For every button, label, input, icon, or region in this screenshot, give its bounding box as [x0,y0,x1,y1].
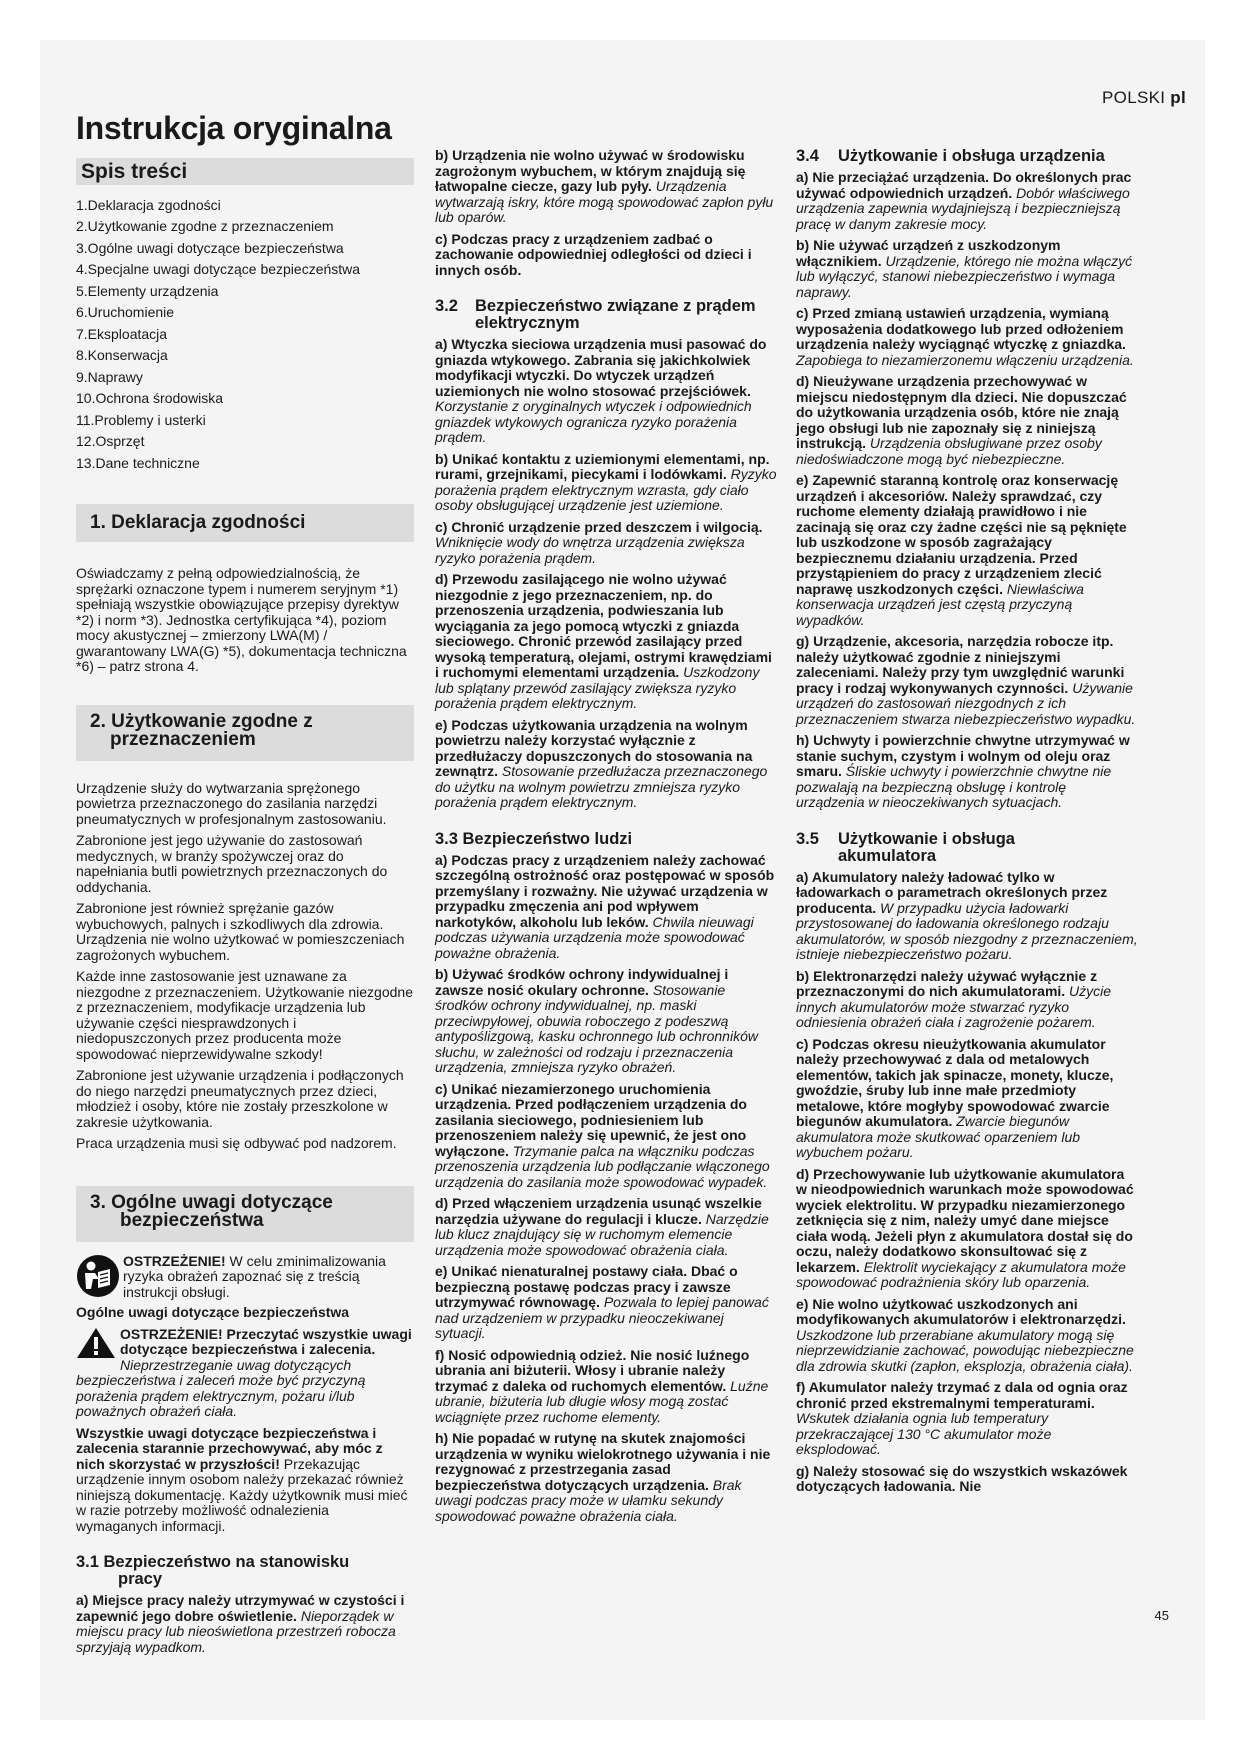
section-3-5-g: g) Należy stosować się do wszystkich wskazówek dotyczących ładowania. Nie [796,1462,1128,1494]
general-safety-heading: Ogólne uwagi dotyczące bezpieczeństwa [76,1304,350,1320]
section-3-5-e: e) Nie wolno użytkować uszkodzonych ani modyfikowanych akumulatorów i elektronarzędzi. Uszkodzone lub przerabiane akumulatory mogą się nieprzewidzianie zachować, powodując niebezpieczne dla zdrowia skutki (zapłon, eksplozja, obrażenia ciała). [796,1295,1134,1374]
column-1 [76,150,414,1661]
section-3-5-f: f) Akumulator należy trzymać z dala od ognia oraz chronić przed ekstremalnymi temperaturami. Wskutek działania ognia lub temperatury przekraczającej 130 °C akumulator może eksplodować. [796,1379,1128,1457]
section-2-paragraph: Zabronione jest również sprężanie gazów wybuchowych, palnych i szkodliwych dla zdrowia. Urządzenia nie wolno użytkować w pomieszczeniach zagrożonych wybuchem. [76,900,405,963]
language-label: POLSKI pl [1102,88,1186,107]
section-3-1-heading: 3.1 Bezpieczeństwo na stanowisku pracy [76,1553,350,1588]
page-number: 45 [1154,1608,1169,1623]
toc-item: 2.Użytkowanie zgodne z przeznaczeniem [76,218,334,234]
toc-item: 11.Problemy i usterki [76,411,206,428]
section-3-1-a: a) Miejsce pracy należy utrzymywać w czystości i zapewnić jego dobre oświetlenie. Nieporządek w miejscu pracy lub nieoświetlona przestrzeń robocza sprzyjają wypadkom. [76,1592,405,1655]
section-3-4-g: g) Urządzenie, akcesoria, narzędzia robocze itp. należy użytkować zgodnie z niniejszymi zaleceniami. Należy przy tym uwzględnić warunki pracy i rodzaj wykonywanych czynności. Używanie urządzeń do zastosowań niezgodnych z ich przeznaczeniem stwarza niebezpieczeństwo wypadku. [796,633,1136,727]
column-2 [435,148,777,1530]
manual-read-icon [76,1254,120,1302]
toc-item: 5.Elementy urządzenia [76,282,219,299]
section-3-4-c: c) Przed zmianą ustawień urządzenia, wymianą wyposażenia dodatkowego lub przed odłożeniem urządzenia należy wyciągnąć wtyczkę z gniazdka. Zapobiega to niezamierzonemu włączeniu urządzenia. [796,305,1134,368]
warning-triangle-icon [76,1327,116,1363]
section-3-2-heading: 3.2 Bezpieczeństwo związane z prądem elektrycznym [435,297,756,332]
section-3-4-b: b) Nie używać urządzeń z uszkodzonym włącznikiem. Urządzenie, którego nie można włączyć lub wyłączyć, stanowi niebezpieczeństwo i wymaga naprawy. [796,237,1133,300]
section-2-paragraph: Każde inne zastosowanie jest uznawane za niezgodne z przeznaczeniem. Użytkowanie niezgodne z przeznaczeniem, modyfikacje urządzenia lub używanie części niesprawdzonych i niedopuszczonych przez producenta może spowodować nieprzewidywalne szkody! [76,968,413,1062]
section-3-5-a: a) Akumulatory należy ładować tylko w ładowarkach o parametrach określonych przez producenta. W przypadku użycia ładowarki przystosowanej do ładowania określonego rodzaju akumulatorów, w sposób niezgodny z przeznaczeniem, istnieje niebezpieczeństwo pożaru. [796,868,1138,962]
toc-item: 3.Ogólne uwagi dotyczące bezpieczeństwa [76,239,344,256]
section-2-paragraph: Praca urządzenia musi się odbywać pod nadzorem. [76,1135,397,1151]
section-3-5-d: d) Przechowywanie lub użytkowanie akumulatora w nieodpowiednich warunkach może spowodować wyciek elektrolitu. W przypadku niezamierzonego zetknięcia się z nim, należy umyć dane miejsce ciała wodą. Jeżeli płyn z akumulatora dostał się do oczu, należy dodatkowo skonsultować się z lekarzem. Elektrolit wyciekający z akumulatora może spowodować podrażnienia skóry lub oparzenia. [796,1165,1134,1290]
section-3-5-c: c) Podczas okresu nieużytkowania akumulator należy przechowywać z dala od metalowych elementów, takich jak spinacze, monety, klucze, gwoździe, śruby lub inne małe przedmioty metalowe, które mogłyby spowodować zwarcie biegunów akumulatora. Zwarcie biegunów akumulatora może skutkować oparzeniem lub wybuchem pożaru. [796,1035,1114,1160]
toc-item: 10.Ochrona środowiska [76,390,224,406]
section-1-heading: 1. Deklaracja zgodności [76,504,414,542]
toc-item: 12.Osprzęt [76,433,145,449]
section-3-2-e: e) Podczas użytkowania urządzenia na wolnym powietrzu należy korzystać wyłącznie z przedłużaczy dopuszczonych do stosowania na zewnątrz. Stosowanie przedłużacza przeznaczonego do użytku na wolnym powietrzu zmniejsza ryzyko porażenia prądem elektrycznym. [435,716,768,810]
keep-instructions-text: Wszystkie uwagi dotyczące bezpieczeństwa i zalecenia starannie przechowywać, aby móc z nich skorzystać w przyszłości! Przekazując urządzenie innym osobom należy przekazać również niniejszą dokumentację. Każdy użytkownik musi mieć w razie potrzeby możliwość odnalezienia wymaganych informacji. [76,1424,408,1534]
toc-list [76,195,414,475]
toc-heading: Spis treści [76,158,414,185]
section-3-3-c: c) Unikać niezamierzonego uruchomienia urządzenia. Przed podłączeniem urządzenia do zasilania sieciowego, podniesieniem lub przenoszeniem należy się upewnić, że jest ono wyłączone. Trzymanie palca na włączniku podczas przenoszenia urządzenia lub podłączanie włączonego urządzenia do zasilania może spowodować wypadek. [435,1080,770,1190]
toc-item: 7.Eksploatacja [76,325,168,342]
section-3-3-b: b) Używać środków ochrony indywidualnej i zawsze nosić okulary ochronne. Stosowanie środków ochrony indywidualnej, np. maski przeciwpyłowej, obuwia roboczego z podeszwą antypoślizgową, kasku ochronnego lub ochronników słuchu, w zależności od rodzaju i przeznaczenia urządzenia, zmniejsza ryzyko obrażeń. [435,966,758,1075]
column-3 [796,148,1138,1501]
section-2-paragraph: Zabronione jest jego używanie do zastosowań medycznych, w branży spożywczej oraz do napełniania butli powietrznych przeznaczonych do oddychania. [76,832,388,895]
section-3-3-h: h) Nie popadać w rutynę na skutek znajomości urządzenia w wyniku wielokrotnego używania i nie rezygnować z przestrzegania zasad bezpieczeństwa dotyczących urządzenia. Brak uwagi podczas pracy może w ułamku sekundy spowodować poważne obrażenia ciała. [435,1430,771,1524]
section-3-2-a: a) Wtyczka sieciowa urządzenia musi pasować do gniazda wtykowego. Zabrania się jakichkolwiek modyfikacji wtyczki. Do wtyczek urządzeń uziemionych nie wolno stosować przejściówek. Korzystanie z oryginalnych wtyczek i odpowiednich gniazdek wtykowych ogranicza ryzyko porażenia prądem. [435,336,767,445]
warning-read-all: OSTRZEŻENIE! Przeczytać wszystkie uwagi dotyczące bezpieczeństwa i zalecenia. Nieprzestrzeganie uwag dotyczących bezpieczeństwa i zaleceń może być przyczyną porażenia prądem elektrycznym, pożaru i/lub poważnych obrażeń ciała. [76,1325,412,1419]
section-3-3-a: a) Podczas pracy z urządzeniem należy zachować szczególną ostrożność oraz postępować w sposób przemyślany i rozważny. Nie używać urządzenia w przypadku zmęczenia ani pod wpływem narkotyków, alkoholu lub leków. Chwila nieuwagi podczas używania urządzenia może spowodować poważne obrażenia. [435,851,775,961]
section-3-2-b: b) Unikać kontaktu z uziemionymi elementami, np. rurami, grzejnikami, piecykami i lodówkami. Ryzyko porażenia prądem elektrycznym wzrasta, gdy ciało osoby obsługującej urządzenie jest uziemione. [435,450,777,513]
section-3-heading: 3. Ogólne uwagi dotyczące bezpieczeństwa [76,1186,414,1242]
section-3-3-heading: 3.3 Bezpieczeństwo ludzi [435,829,633,848]
section-3-4-h: h) Uchwyty i powierzchnie chwytne utrzymywać w stanie suchym, czystym i wolnym od oleju oraz smaru. Śliskie uchwyty i powierzchnie chwytne nie pozwalają na bezpieczną obsługę i kontrolę urządzenia w nieoczekiwanych sytuacjach. [796,732,1130,810]
section-3-4-d: d) Nieużywane urządzenia przechowywać w miejscu niedostępnym dla dzieci. Nie dopuszczać do użytkowania urządzenia osób, które nie znają jego obsługi lub nie zapoznały się z niniejszą instrukcją. Urządzenia obsługiwane przez osoby niedoświadczone mogą być niebezpieczne. [796,373,1127,467]
section-3-1-b: b) Urządzenia nie wolno używać w środowisku zagrożonym wybuchem, w którym znajdują się łatwopalne ciecze, gazy lub pyły. Urządzenia wytwarzają iskry, które mogą spowodować zapłon pyłu lub oparów. [435,147,774,225]
toc-item: 8.Konserwacja [76,347,168,363]
section-3-1-c: c) Podczas pracy z urządzeniem zadbać o zachowanie odpowiedniej odległości od dzieci i innych osób. [435,230,752,278]
section-3-5-b: b) Elektronarzędzi należy używać wyłącznie z przeznaczonymi do nich akumulatorami. Użycie innych akumulatorów może stwarzać ryzyko odniesienia obrażeń ciała i zagrożenie pożarem. [796,967,1112,1030]
toc-item: 13.Dane techniczne [76,454,200,471]
section-3-3-d: d) Przed włączeniem urządzenia usunąć wszelkie narzędzia używane do regulacji i klucze. Narzędzie lub klucz znajdujący się w ruchomym elemencie urządzenia może spowodować obrażenia ciała. [435,1195,769,1258]
section-1-text: Oświadczamy z pełną odpowiedzialnością, że sprężarki oznaczone typem i numerem seryjnym *1) spełniają wszystkie obowiązujące przepisy dyrektyw *2) i norm *3). Jednostka certyfikująca *4), poziom mocy akustycznej – zmierzony LWA(M) / gwarantowany LWA(G) *5), dokumentacja techniczna *6) – patrz strona 4. [76,565,407,674]
section-3-2-d: d) Przewodu zasilającego nie wolno używać niezgodnie z jego przeznaczeniem, np. do przenoszenia urządzenia, podwieszania lub wyciągania za jego pomocą wtyczki z gniazda sieciowego. Chronić przewód zasilający przed wysoką temperaturą, olejami, ostrymi krawędziami i ruchomymi elementami urządzenia. Uszkodzony lub splątany przewód zasilający zwiększa ryzyko porażenia prądem elektrycznym. [435,571,772,711]
section-2-heading: 2. Użytkowanie zgodne z przeznaczeniem [76,705,414,761]
section-3-3-e: e) Unikać nienaturalnej postawy ciała. Dbać o bezpieczną postawę podczas pracy i zawsze utrzymywać równowagę. Pozwala to lepiej panować nad urządzeniem w przypadku nieoczekiwanej sytuacji. [435,1263,769,1341]
toc-item: 9.Naprawy [76,368,143,385]
page-title: Instrukcja oryginalna [76,110,392,146]
manual-warning: OSTRZEŻENIE! W celu zminimalizowania ryzyka obrażeń zapoznać się z treścią instrukcji obsługi. [76,1254,414,1302]
section-3-4-e: e) Zapewnić staranną kontrolę oraz konserwację urządzeń i akcesoriów. Należy sprawdzać, czy ruchome elementy działają prawidłowo i nie zacinają się oraz czy żadne części nie są pęknięte lub uszkodzone w sposób zagrażający bezpiecznemu działaniu urządzenia. Przed przystąpieniem do pracy z urządzeniem zlecić naprawę uszkodzonych części. Niewłaściwa konserwacja urządzeń jest częstą przyczyną wypadków. [796,472,1127,628]
toc-item: 4.Specjalne uwagi dotyczące bezpieczeństwa [76,261,361,277]
section-2-paragraph: Zabronione jest używanie urządzenia i podłączonych do niego narzędzi pneumatycznych przez dzieci, młodzież i osoby, które nie zostały przeszkolone w zakresie użytkowania. [76,1067,404,1130]
toc-item: 1.Deklaracja zgodności [76,196,221,213]
section-3-4-a: a) Nie przeciążać urządzenia. Do określonych prac używać odpowiednich urządzeń. Dobór właściwego urządzenia zapewnia wydajniejszą i bezpieczniejszą pracę w danym zakresie mocy. [796,169,1132,232]
section-3-3-f: f) Nosić odpowiednią odzież. Nie nosić luźnego ubrania ani biżuterii. Włosy i ubranie należy trzymać z daleka od ruchomych elementów. Luźne ubranie, biżuteria lub długie włosy mogą zostać wciągnięte przez ruchome elementy. [435,1346,769,1425]
section-3-5-heading: 3.5 Użytkowanie i obsługa akumulatora [796,829,1015,865]
section-2-paragraph: Urządzenie służy do wytwarzania sprężonego powietrza przeznaczonego do zasilania narzędzi pneumatycznych w profesjonalnym zastosowaniu. [76,779,387,827]
toc-item: 6.Uruchomienie [76,304,175,320]
section-3-4-heading: 3.4 Użytkowanie i obsługa urządzenia [796,147,1105,165]
section-3-2-c: c) Chronić urządzenie przed deszczem i wilgocią. Wniknięcie wody do wnętrza urządzenia zwiększa ryzyko porażenia prądem. [435,518,763,566]
